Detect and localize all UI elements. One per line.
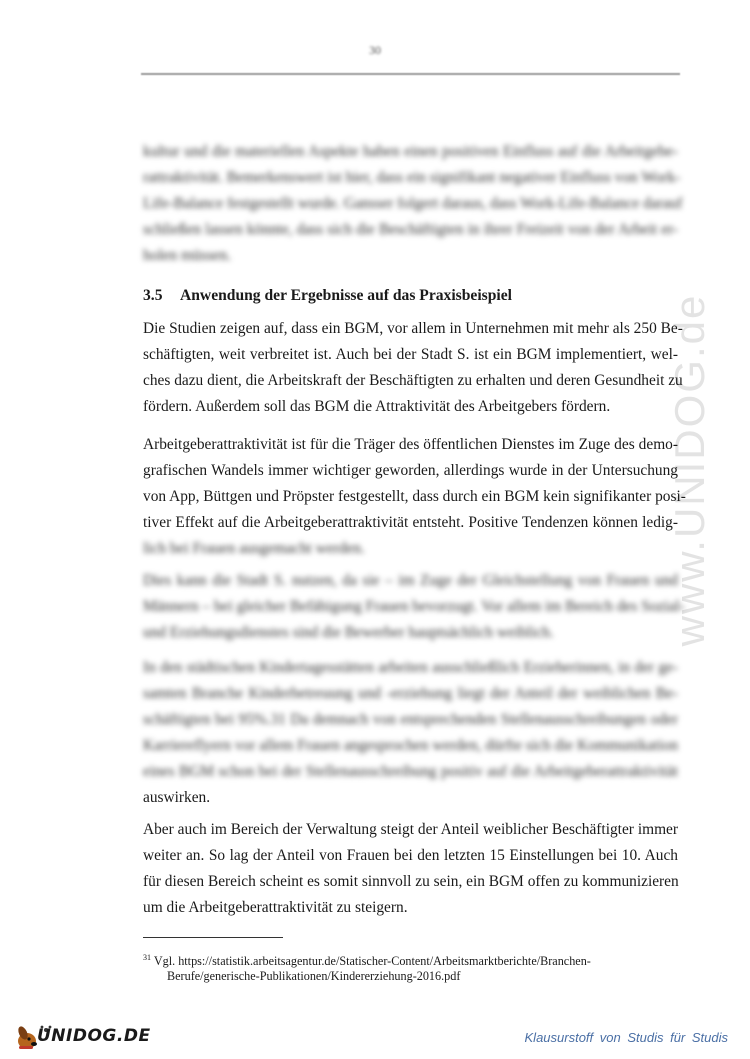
text-line: rattraktivität. Bemerkenswert ist hier, dass ein signifikant negativer Einfluss von Work-	[143, 169, 681, 186]
text-line: Life-Balance festgestellt wurde. Gansser folgert daraus, dass Work-Life-Balance darauf	[143, 195, 683, 212]
paragraph-arbeitgeberattraktivitaet	[143, 432, 686, 536]
text-line: für diesen Bereich scheint es somit sinnvoll zu sein, ein BGM offen zu kommunizieren	[143, 873, 679, 890]
section-number: 3.5	[143, 287, 163, 304]
paragraph-studien	[143, 316, 683, 420]
text-line: lich bei Frauen ausgemacht werden.	[143, 540, 365, 557]
paragraph-verwaltung	[143, 817, 678, 921]
text-line: Die Studien zeigen auf, dass ein BGM, vor allem in Unternehmen mit mehr als 250 Be-	[143, 320, 683, 337]
logo-text: UNIDOG.DE	[37, 1026, 151, 1046]
text-line: Dies kann die Stadt S. nutzen, da sie – im Zuge der Gleichstellung von Frauen und	[143, 572, 678, 589]
page-number: 30	[369, 43, 381, 57]
text-line: schäftigten bei 95%.31 Da demnach von entsprechenden Stellenausschreibungen oder	[143, 711, 678, 728]
text-line: ches dazu dient, die Arbeitskraft der Beschäftigten zu erhalten und deren Gesundheit zu	[143, 372, 683, 389]
footnote-marker: 31	[143, 953, 151, 962]
text-line: auswirken.	[143, 789, 211, 806]
footnote-text: Vgl. https://statistik.arbeitsagentur.de/Statischer-Content/Arbeitsmarktberichte/Branchen-	[153, 954, 591, 969]
paragraph-blurred-kita	[143, 655, 678, 785]
paragraph-blurred-stadt	[143, 568, 685, 646]
text-line: Karriereflyern vor allem Frauen angesprochen werden, dürfte sich die Kommunikation	[143, 737, 679, 754]
text-line: samten Branche Kinderbetreuung und -erziehung liegt der Anteil der weiblichen Be-	[143, 685, 678, 702]
text-line: um die Arbeitgeberattraktivität zu steigern.	[143, 899, 408, 916]
text-line: schließen lassen könnte, dass sich die Beschäftigten in ihrer Freizeit von der Arbeit er-	[143, 221, 678, 238]
text-line: fördern. Außerdem soll das BGM die Attraktivität des Arbeitgebers fördern.	[143, 398, 611, 415]
footer-tagline: Klausurstoff von Studis für Studis	[524, 1030, 728, 1045]
footnote-text-continued: Berufe/generische-Publikationen/Kindererziehung-2016.pdf	[167, 969, 461, 984]
text-line: Aber auch im Bereich der Verwaltung steigt der Anteil weiblicher Beschäftigter immer	[143, 821, 678, 838]
section-heading	[143, 287, 512, 305]
footnote-rule	[143, 937, 283, 938]
footnote	[143, 950, 683, 984]
text-line: und Erziehungsdienstes sind die Bewerber hauptsächlich weiblich.	[143, 624, 554, 641]
text-line: tiver Effekt auf die Arbeitgeberattraktivität entsteht. Positive Tendenzen können ledig-	[143, 514, 678, 531]
paragraph-blurred-frauen	[143, 536, 678, 562]
text-line: Männern – bei gleicher Befähigung Frauen bevorzugt. Vor allem im Bereich des Sozial-	[143, 598, 685, 615]
text-line: holen müssen.	[143, 247, 232, 264]
text-line: kultur und die materiellen Aspekte haben einen positiven Einfluss auf die Arbeitgebe-	[143, 143, 678, 160]
section-title: Anwendung der Ergebnisse auf das Praxisbeispiel	[180, 287, 512, 304]
paragraph-auswirken	[143, 785, 678, 811]
header-rule	[141, 73, 680, 75]
paragraph-blurred-intro	[143, 139, 683, 269]
watermark: www.UNIDOG.de	[666, 293, 713, 647]
text-line: eines BGM schon bei der Stellenausschreibung positiv auf die Arbeitgeberattraktivität	[143, 763, 678, 780]
text-line: schäftigten, weit verbreitet ist. Auch bei der Stadt S. ist ein BGM implementiert, wel-	[143, 346, 678, 363]
text-line: Arbeitgeberattraktivität ist für die Träger des öffentlichen Dienstes im Zuge des demo-	[143, 436, 678, 453]
text-line: weiter an. So lag der Anteil von Frauen bei den letzten 15 Einstellungen bei 10. Auch	[143, 847, 678, 864]
text-line: In den städtischen Kindertagesstätten arbeiten ausschließlich Erzieherinnen, in der ge-	[143, 659, 678, 676]
text-line: grafischen Wandels immer wichtiger geworden, allerdings wurde in der Untersuchung	[143, 462, 678, 479]
text-line: von App, Büttgen und Pröpster festgestellt, dass durch ein BGM kein signifikanter posi-	[143, 488, 686, 505]
